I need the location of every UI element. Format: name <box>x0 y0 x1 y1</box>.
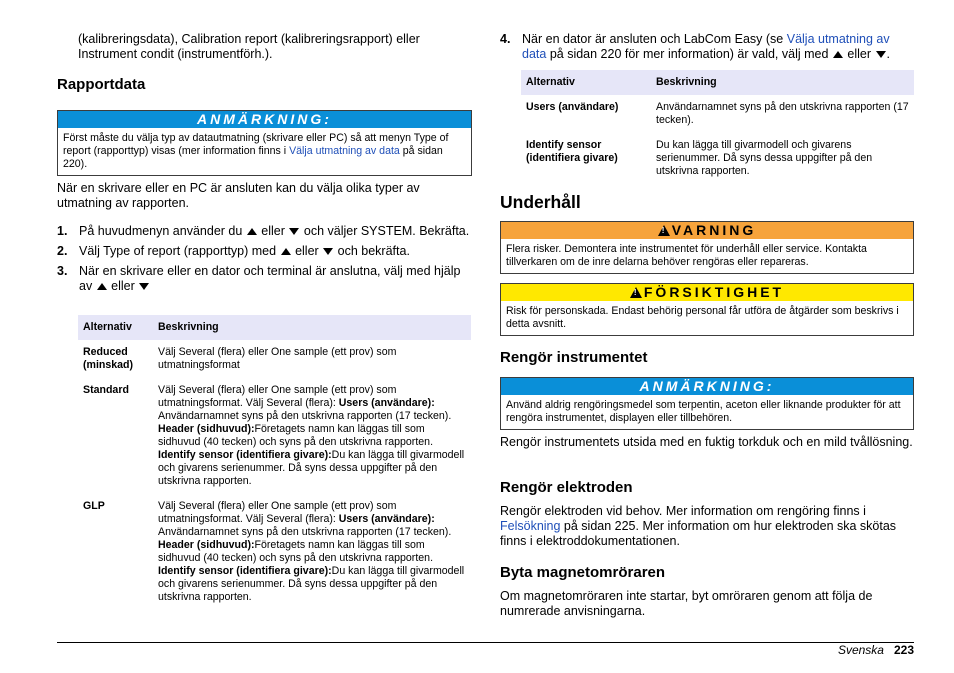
para-text: på sidan 225. Mer information om hur elektroden ska skötas finns i elektroddokumentationen. <box>500 519 897 548</box>
para-clean: Rengör instrumentets utsida med en fuktig torkduk och en mild tvållösning. <box>500 435 913 449</box>
note-text-after: på sidan 220). <box>63 145 443 170</box>
page-footer <box>838 643 914 658</box>
caution-body: Risk för personskada. Endast behörig personal får utföra de åtgärder som beskrivs i detta avsnitt. <box>506 305 899 330</box>
heading-rengor-instrumentet: Rengör instrumentet <box>500 349 648 366</box>
step-number: 2. <box>57 244 68 258</box>
step-number: 4. <box>500 32 511 46</box>
footer-language: Svenska <box>837 643 884 657</box>
options-table-right <box>521 70 914 184</box>
row-key: GLP <box>83 500 105 512</box>
step-text: eller <box>847 47 872 61</box>
table-row <box>78 340 471 378</box>
step-text: eller <box>261 224 285 238</box>
col-header-beskrivning: Beskrivning <box>153 315 471 340</box>
heading-rapportdata: Rapportdata <box>57 76 146 93</box>
step-text: På huvudmenyn använder du <box>79 224 243 238</box>
heading-byta-magnetomroraren: Byta magnetomröraren <box>500 564 666 581</box>
row-desc: Välj Several (flera) eller One sample (ett prov) som utmatningsformat <box>158 346 397 371</box>
note-header: ANMÄRKNING: <box>501 378 913 395</box>
warning-icon <box>658 225 670 236</box>
para-electrode <box>500 504 914 549</box>
col-header-alternativ: Alternativ <box>78 315 153 340</box>
desc-text: Företagets namn kan läggas till som sidhuvud (40 tecken) och syns på den utskrivna rapporten. <box>158 539 434 564</box>
para-printer: När en skrivare eller en PC är ansluten kan du välja olika typer av utmatning av rapporten. <box>57 181 420 210</box>
desc-bold: Identify sensor (identifiera givare): <box>158 565 332 577</box>
note-box-clean <box>500 377 914 430</box>
options-table-left <box>78 315 471 610</box>
step-text: Välj Type of report (rapporttyp) med <box>79 244 277 258</box>
step-2 <box>57 244 472 259</box>
step-text: . <box>886 47 890 61</box>
desc-text: Företagets namn kan läggas till som sidhuvud (40 tecken) och syns på den utskrivna rapporten. <box>158 423 434 448</box>
step-number: 1. <box>57 224 68 238</box>
link-felsokning[interactable]: Felsökning <box>500 519 561 533</box>
intro-text: (kalibreringsdata), Calibration report (kalibreringsrapport) eller Instrument condit (instrumentförh.). <box>78 32 420 61</box>
note-link-valja-utmatning[interactable]: Välja utmatning av data <box>289 145 400 157</box>
step-text: eller <box>295 244 319 258</box>
table-row <box>521 95 914 133</box>
step-text: När en skrivare eller en dator och terminal är anslutna, välj med hjälp av <box>79 264 461 293</box>
up-arrow-icon <box>833 51 843 58</box>
caution-icon <box>630 287 642 298</box>
step-text: och väljer SYSTEM. Bekräfta. <box>303 224 470 238</box>
warning-header <box>501 222 913 239</box>
desc-text: Du kan lägga till givarmodell och givarens serienummer. Då syns dessa uppgifter på den utskrivna rapporten. <box>158 565 465 603</box>
down-arrow-icon <box>876 51 886 58</box>
step-1 <box>57 224 472 239</box>
table-row <box>78 378 471 494</box>
col-header-beskrivning: Beskrivning <box>651 70 914 95</box>
desc-text: Du kan lägga till givarmodell och givarens serienummer. Då syns dessa uppgifter på den utskrivna rapporten. <box>158 449 465 487</box>
up-arrow-icon <box>97 283 107 290</box>
table-header-row <box>78 315 471 340</box>
row-desc <box>153 378 471 494</box>
down-arrow-icon <box>289 228 299 235</box>
col-header-alternativ: Alternativ <box>521 70 651 95</box>
note-body: Använd aldrig rengöringsmedel som terpentin, aceton eller liknande produkter för att rengöra instrumentet, displayen eller tillbehören. <box>506 399 901 424</box>
up-arrow-icon <box>247 228 257 235</box>
note-box-rapportdata <box>57 110 472 176</box>
page-number: 223 <box>893 643 914 657</box>
step-text: och bekräfta. <box>337 244 410 258</box>
steps-list-right <box>500 32 914 62</box>
warning-box <box>500 221 914 274</box>
caution-header <box>501 284 913 301</box>
table-row <box>521 133 914 184</box>
steps-list <box>57 224 472 294</box>
footer-rule <box>57 642 914 643</box>
row-key: Standard <box>83 384 129 396</box>
desc-text: Välj Several (flera) eller One sample (ett prov) som utmatningsformat. Välj Several (flera): <box>158 384 397 409</box>
row-desc <box>153 494 471 610</box>
row-key: Users (användare) <box>526 101 619 113</box>
step-text: När en dator är ansluten och LabCom Easy (se <box>522 32 787 46</box>
step-3 <box>57 264 472 294</box>
desc-text: Användarnamnet syns på den utskrivna rapporten (17 tecken). <box>158 526 452 538</box>
para-stirrer: Om magnetomröraren inte startar, byt omröraren genom att följa de numrerade anvisningarna. <box>500 589 873 618</box>
note-body <box>58 128 471 175</box>
desc-bold: Header (sidhuvud): <box>158 539 255 551</box>
para-text: Rengör elektroden vid behov. Mer information om rengöring finns i <box>500 504 866 518</box>
caution-label: FÖRSIKTIGHET <box>643 284 785 300</box>
warning-body: Flera risker. Demontera inte instrumentet för underhåll eller service. Kontakta tillverkaren om de inre delarna behöver rengöras eller repareras. <box>506 243 867 268</box>
desc-bold: Header (sidhuvud): <box>158 423 255 435</box>
down-arrow-icon <box>323 248 333 255</box>
table-header-row <box>521 70 914 95</box>
heading-underhall: Underhåll <box>500 192 581 212</box>
warning-label: VARNING <box>671 222 757 238</box>
desc-text: Välj Several (flera) eller One sample (ett prov) som utmatningsformat. Välj Several (flera): <box>158 500 397 525</box>
step-number: 3. <box>57 264 68 278</box>
row-desc: Du kan lägga till givarmodell och givarens serienummer. Då syns dessa uppgifter på den utskrivna rapporten. <box>656 139 873 177</box>
desc-bold: Users (användare): <box>338 397 435 409</box>
row-key: Identify sensor (identifiera givare) <box>526 139 618 164</box>
caution-box <box>500 283 914 336</box>
desc-bold: Identify sensor (identifiera givare): <box>158 449 332 461</box>
up-arrow-icon <box>281 248 291 255</box>
row-key: Reduced (minskad) <box>83 346 134 371</box>
desc-bold: Users (användare): <box>338 513 435 525</box>
step-text: på sidan 220 för mer information) är vald, välj med <box>546 47 829 61</box>
table-row <box>78 494 471 610</box>
note-header: ANMÄRKNING: <box>58 111 471 128</box>
row-desc: Användarnamnet syns på den utskrivna rapporten (17 tecken). <box>656 101 909 126</box>
heading-rengor-elektroden: Rengör elektroden <box>500 479 633 496</box>
step-text: eller <box>111 279 135 293</box>
note-text: Först måste du välja typ av datautmatning (skrivare eller PC) så att menyn Type of report (rapporttyp) visas (mer information finns i <box>63 132 449 157</box>
desc-text: Användarnamnet syns på den utskrivna rapporten (17 tecken). <box>158 410 452 422</box>
step-4 <box>500 32 914 62</box>
down-arrow-icon <box>139 283 149 290</box>
link-valja-utmatning[interactable]: Välja utmatning av data <box>522 32 890 61</box>
